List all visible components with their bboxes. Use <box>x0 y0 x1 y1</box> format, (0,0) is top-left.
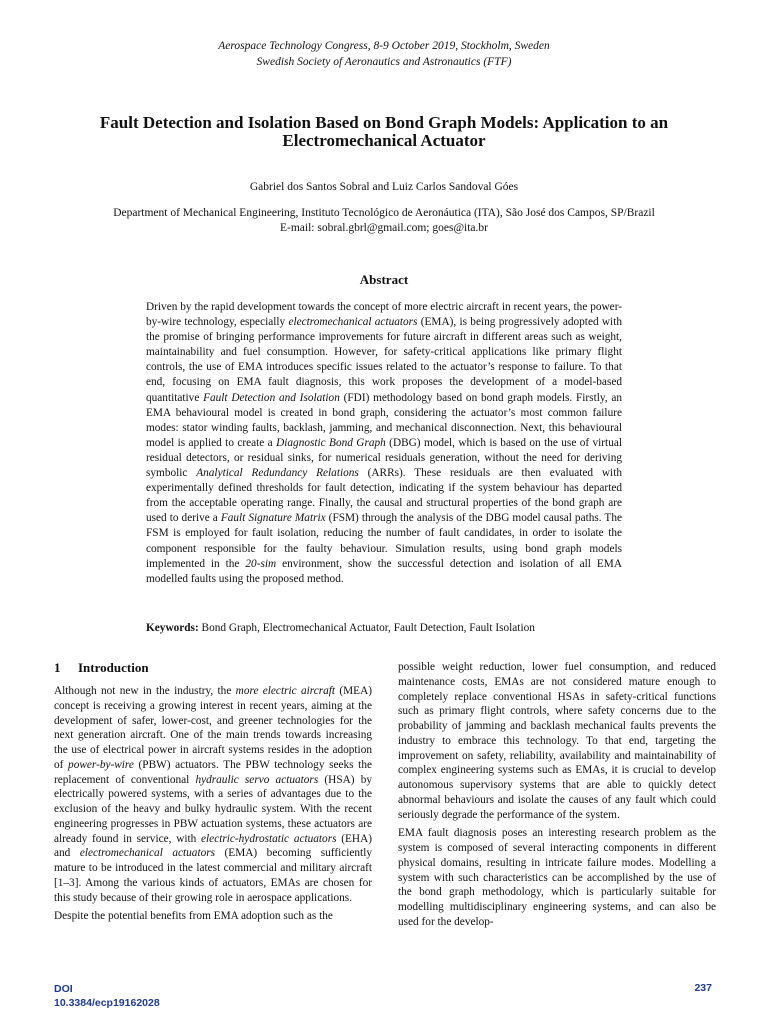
affiliation <box>0 206 768 236</box>
intro-paragraph-4: EMA fault diagnosis poses an interesting research problem as the system is composed of several interacting components in different physical domains, resulting in intricate failure modes. Modelling a system with such characteristics can be accomplished by the use of the bond graph methodology, which is particularly suitable for modelling multidisciplinary engineering systems, and can also be used for the develop- <box>398 827 716 928</box>
society-name: Swedish Society of Aeronautics and Astronautics (FTF) <box>256 56 512 68</box>
conference-name: Aerospace Technology Congress, 8-9 October 2019, Stockholm, Sweden <box>218 40 550 52</box>
section-title: Introduction <box>78 660 149 675</box>
conference-header <box>0 38 768 70</box>
intro-paragraph-1: Although not new in the industry, the more electric aircraft (MEA) concept is receiving a growing interest in recent years, aiming at the development of safer, lower-cost, and greener technologies for the next generation aircraft. One of the main trends towards increasing the use of electrical power in aircraft systems resides in the adoption of power-by-wire (PBW) actuators. The PBW technology seeks the replacement of conventional hydraulic servo actuators (HSA) by electrically powered systems, with a series of advantages due to the exclusion of the heavy and bulky hydraulic system. With the recent engineering progresses in PBW actuation systems, these actuators are already found in service, with electric-hydrostatic actuators (EHA) and electromechanical actuators (EMA) becoming sufficiently mature to be introduced in the latest commercial and military aircraft [1–3]. Among the various kinds of actuators, EMAs are chosen for this study because of their growing role in aerospace applications. <box>54 685 373 904</box>
keywords <box>146 621 622 636</box>
section-heading <box>54 660 372 676</box>
paper-title: Fault Detection and Isolation Based on Bond Graph Models: Application to an Electromechanical Actuator <box>99 113 669 150</box>
right-column <box>398 660 716 934</box>
intro-paragraph-3: possible weight reduction, lower fuel consumption, and reduced maintenance costs, EMAs are not considered mature enough to completely replace conventional HSAs in safety-critical functions such as primary flight controls, where safety concerns due to the probability of jamming and backlash mechanical faults prevents the industry to embrace this technology. To that end, targeting the improvement on safety, reliability, availability and maintainability of complex engineering systems such as EMAs, it is crucial to develop autonomous supervisory systems that are able to quickly detect abnormal behaviours and isolate the causes of any fault which could seriously degrade the performance of the system. <box>398 661 716 821</box>
doi-link[interactable]: 10.3384/ecp19162028 <box>54 997 160 1009</box>
page-number: 237 <box>694 982 712 994</box>
abstract-heading: Abstract <box>359 272 409 287</box>
email-line: E-mail: sobral.gbrl@gmail.com; goes@ita.br <box>279 222 488 234</box>
keywords-label: Keywords: <box>146 622 199 634</box>
doi-block <box>54 982 160 1010</box>
department: Department of Mechanical Engineering, Instituto Tecnológico de Aeronáutica (ITA), São José dos Campos, SP/Brazil <box>113 207 655 219</box>
keywords-text: Bond Graph, Electromechanical Actuator, Fault Detection, Fault Isolation <box>198 622 535 634</box>
left-column <box>54 660 372 928</box>
abstract-body: Driven by the rapid development towards the concept of more electric aircraft in recent years, the power-by-wire technology, especially electromechanical actuators (EMA), is being progressively adopted with the promise of bringing performance improvements for future aircraft in different areas such as weight, maintainability and fuel consumption. However, for safety-critical applications like primary flight controls, the use of EMA introduces specific issues related to the actuator’s response to failure. To that end, focusing on EMA fault diagnosis, this work proposes the development of a model-based quantitative Fault Detection and Isolation (FDI) methodology based on bond graph models. Firstly, an EMA behavioural model is created in bond graph, considering the actuator’s most common failure modes: stator winding faults, backlash, jamming, and mechanical disconnection. Next, this behavioural model is applied to create a Diagnostic Bond Graph (DBG) model, which is based on the use of virtual residual detectors, or residual sinks, for numerical residuals generation, without the need for deriving symbolic Analytical Redundancy Relations (ARRs). These residuals are then evaluated with experimentally defined thresholds for fault detection, indicating if the system behaviour has departed from the acceptable operating range. Finally, the causal and structural properties of the bond graph are used to derive a Fault Signature Matrix (FSM) through the analysis of the DBG model causal paths. The FSM is employed for fault isolation, reducing the number of fault candidates, in order to isolate the component responsible for the faulty behaviour. Simulation results, using bond graph models implemented in the 20-sim environment, show the successful detection and isolation of all EMA modelled faults using the proposed method. <box>146 301 623 585</box>
author-list: Gabriel dos Santos Sobral and Luiz Carlos Sandoval Góes <box>249 181 519 193</box>
section-number: 1 <box>54 660 61 675</box>
intro-paragraph-2: Despite the potential benefits from EMA adoption such as the <box>54 910 333 923</box>
doi-label: DOI <box>54 983 73 995</box>
